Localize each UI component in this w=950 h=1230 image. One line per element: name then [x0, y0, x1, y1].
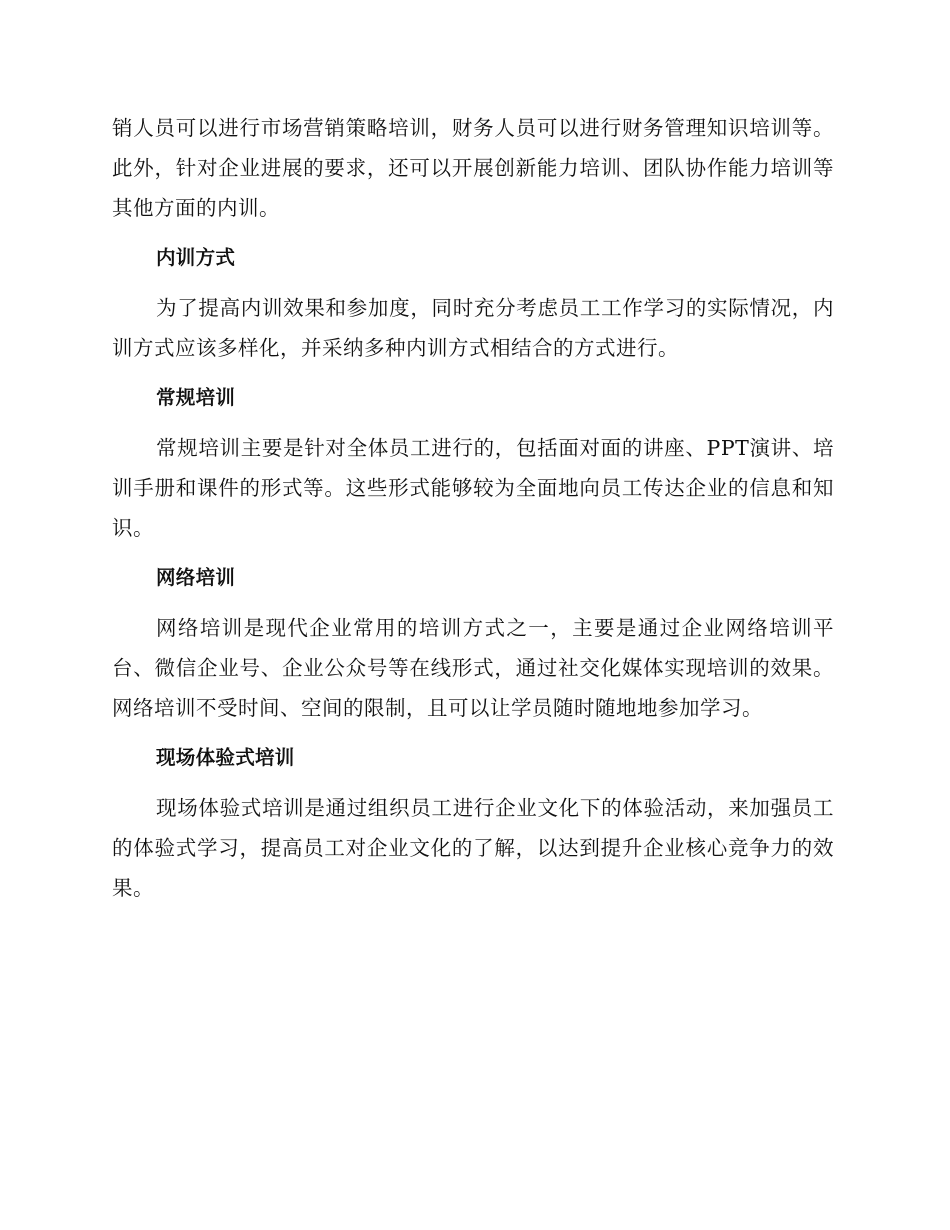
section-body-onsite-experiential-training: 现场体验式培训是通过组织员工进行企业文化下的体验活动，来加强员工的体验式学习，提高员工对企业文化的了解，以达到提升企业核心竞争力的效果。: [112, 796, 834, 900]
section-heading-online-training: 网络培训: [156, 566, 236, 589]
document-page: [112, 108, 834, 908]
section-heading-onsite-experiential-training: 现场体验式培训: [156, 746, 295, 769]
section-heading-regular-training: 常规培训: [156, 386, 236, 409]
section-heading-training-methods: 内训方式: [156, 246, 236, 269]
section-body-online-training: 网络培训是现代企业常用的培训方式之一，主要是通过企业网络培训平台、微信企业号、企业公众号等在线形式，通过社交化媒体实现培训的效果。网络培训不受时间、空间的限制，且可以让学员随时随地地参加学习。: [112, 616, 834, 720]
section-body-regular-training: 常规培训主要是针对全体员工进行的，包括面对面的讲座、PPT演讲、培训手册和课件的形式等。这些形式能够较为全面地向员工传达企业的信息和知识。: [112, 436, 834, 540]
intro-paragraph: 销人员可以进行市场营销策略培训，财务人员可以进行财务管理知识培训等。此外，针对企业进展的要求，还可以开展创新能力培训、团队协作能力培训等其他方面的内训。: [112, 116, 834, 220]
section-body-training-methods: 为了提高内训效果和参加度，同时充分考虑员工工作学习的实际情况，内训方式应该多样化，并采纳多种内训方式相结合的方式进行。: [112, 296, 834, 360]
